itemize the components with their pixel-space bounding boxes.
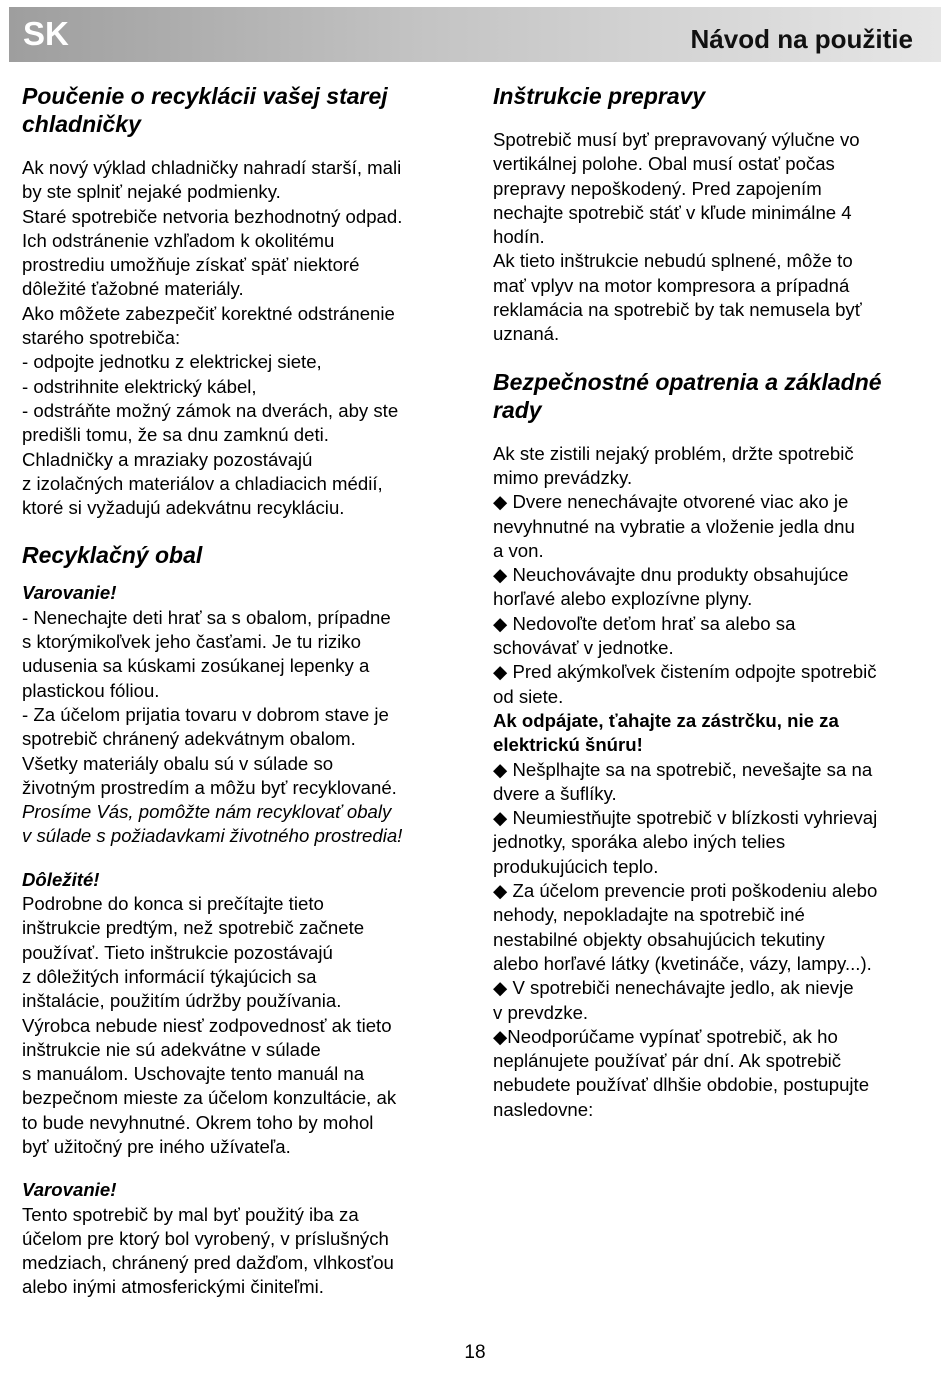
important-label: Dôležité!: [22, 868, 100, 890]
safety-bold-note: Ak odpájate, ťahajte za zástrčku, nie za elektrickú šnúru!: [493, 709, 839, 756]
language-code: SK: [23, 15, 69, 52]
header-bar: [9, 7, 941, 62]
warning-label: Varovanie!: [22, 1179, 117, 1201]
recycling-old-body: Ak nový výklad chladničky nahradí starší, mali by ste splniť nejaké podmienky. Staré spotrebiče netvoria bezhodnotný odpad. Ich odstránenie vzhľadom k okolitému prostrediu umožňuje získať späť niektoré dôležité ťažobné materiály. Ako môžete zabezpečiť korektné odstránenie starého spotrebiča: - odpojte jednotku z elektrickej siete, - odstrihnite elektrický kábel, - odstráňte možný zámok na dverách, aby ste predišli tomu, že sa dnu zamknú deti. Chladničky a mraziaky pozostávajú z izolačných materiálov a chladiacich médií, ktoré si vyžadujú adekvátnu recykláciu.: [22, 157, 403, 519]
page-number: 18: [464, 1342, 486, 1363]
manual-title: Návod na použitie: [690, 24, 913, 54]
packaging-warning-label: Varovanie!: [22, 582, 117, 604]
safety-intro: Ak ste zistili nejaký problém, držte spotrebič mimo prevádzky.: [493, 442, 854, 488]
safety-bullets-a: ◆ Dvere nenechávajte otvorené viac ako je nevyhnutné na vybratie a vloženie jedla dnu a von. ◆ Neuchovávajte dnu produkty obsahujúce horľavé alebo explozívne plyny. ◆ Nedovoľte deťom hrať sa alebo sa schovávať v jednotke. ◆ Pred akýmkoľvek čistením odpojte spotrebič od siete.: [493, 491, 877, 707]
packaging-italic-note: Prosíme Vás, pomôžte nám recyklovať obaly v súlade s požiadavkami životného prostredia!: [22, 801, 403, 847]
important-body: Podrobne do konca si prečítajte tieto inštrukcie predtým, než spotrebič začnete používať. Tieto inštrukcie pozostávajú z dôležitých informácií týkajúcich sa inštalácie, použitím údržby používania. Výrobca nebude niesť zodpovednosť ak tieto inštrukcie nie sú adekvátne v súlade s manuálom. Uschovajte tento manuál na bezpečnom mieste za účelom konzultácie, ak to bude nevyhnutné. Okrem toho by mohol byť užitočný pre iného užívateľa.: [22, 893, 397, 1157]
left-column: [22, 82, 462, 1300]
packaging-body: - Nenechajte deti hrať sa s obalom, prípadne s ktorýmikoľvek jeho časťami. Je tu riziko udusenia sa kúskami zosúkanej lepenky a plastickou fóliou. - Za účelom prijatia tovaru v dobrom stave je spotrebič chránený adekvátnym obalom. Všetky materiály obalu sú v súlade so životným prostredím a môžu byť recyklované.: [22, 606, 397, 798]
section-title-recycling-old: Poučenie o recyklácii vašej starej chladničky: [22, 83, 388, 137]
safety-bullets-b: ◆ Nešplhajte sa na spotrebič, nevešajte sa na dvere a šuflíky. ◆ Neumiestňujte spotrebič v blízkosti vyhrievaj jednotky, sporáka alebo iných telies produkujúcich teplo. ◆ Za účelom prevencie proti poškodeniu alebo nehody, nepokladajte na spotrebič iné nestabilné objekty obsahujúcich tekutiny alebo horľavé látky (kvetináče, vázy, lampy...). ◆ V spotrebiči nenechávajte jedlo, ak nievje v prevdzke. ◆Neodporúčame vypínať spotrebič, ak ho neplánujete používať pár dní. Ak spotrebič nebudete používať dlhšie obdobie, postupujte nasledovne:: [493, 758, 878, 1120]
transport-body: Spotrebič musí byť prepravovaný výlučne vo vertikálnej polohe. Obal musí ostať počas prepravy nepoškodený. Pred zapojením nechajte spotrebič stáť v kľude minimálne 4 hodín. Ak tieto inštrukcie nebudú splnené, môže to mať vplyv na motor kompresora a prípadná reklamácia na spotrebič by tak nemusela byť uznaná.: [493, 129, 862, 345]
section-title-packaging: Recyklačný obal: [22, 542, 203, 569]
section-title-transport: Inštrukcie prepravy: [493, 83, 706, 109]
warning-body: Tento spotrebič by mal byť použitý iba za účelom pre ktorý bol vyrobený, v príslušných medziach, chránený pred dažďom, vlhkosťou alebo inými atmosferickými činiteľmi.: [22, 1203, 394, 1298]
section-title-safety: Bezpečnostné opatrenia a základné rady: [493, 368, 882, 423]
right-column: [493, 82, 933, 1122]
